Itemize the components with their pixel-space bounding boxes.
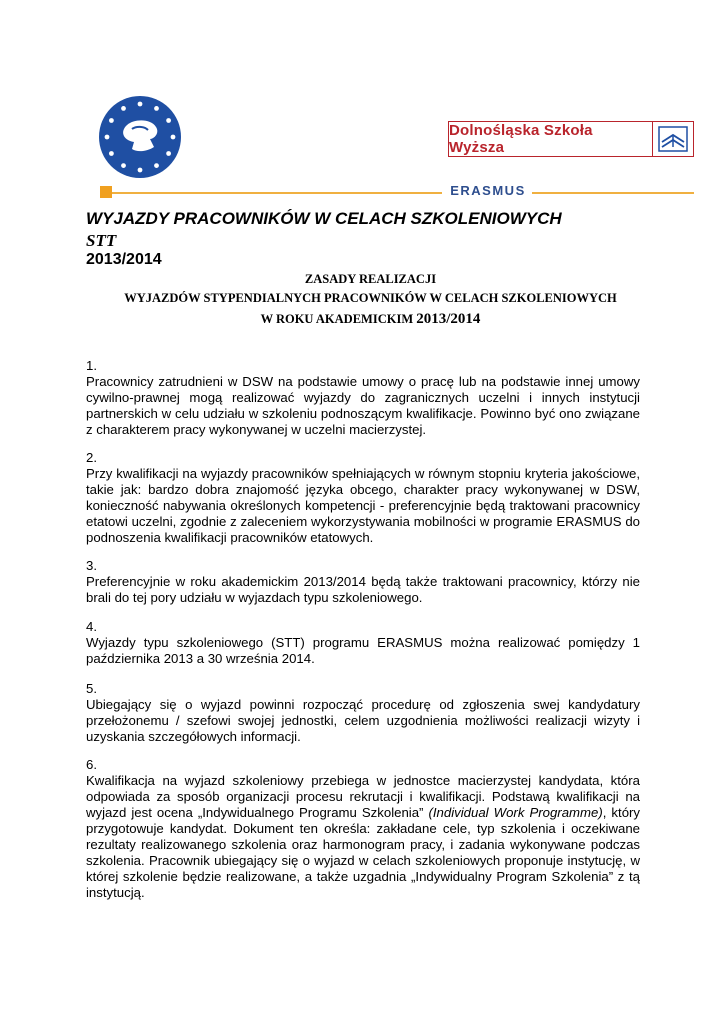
academic-year: 2013/2014: [86, 251, 162, 268]
erasmus-label: ERASMUS: [450, 183, 526, 198]
rules-heading-line1: ZASADY REALIZACJI: [304, 272, 437, 286]
section-number: 4.: [86, 619, 97, 634]
section-number: 2.: [86, 450, 97, 465]
dsw-logo-text: Dolnośląska Szkoła Wyższa: [449, 122, 653, 156]
section-text-italic: (Individual Work Programme): [428, 805, 603, 820]
section-text-part-a: Kwalifikacja na wyjazd szkoleniowy przebiega w jednostce macierzystej kandydata, która odpowiada za sposób organizacji procesu rekrutacji i kwalifikacji. Podstawą kwalifikacji na wyjazd jest ocena „Indywidualnego Programu Szkolenia”: [86, 773, 640, 820]
erasmus-divider: [100, 185, 694, 199]
section-number: 6.: [86, 757, 97, 772]
section-text: Preferencyjnie w roku akademickim 2013/2014 będą także traktowani pracownicy, którzy nie brali do tej pory udziału w wyjazdach typu szkoleniowego.: [86, 574, 640, 605]
rules-heading-line3: [8, 311, 725, 328]
section-text: Pracownicy zatrudnieni w DSW na podstawie umowy o pracę lub na podstawie innej umowy cywilno-prawnej mogą realizować wyjazdy do zagranicznych uczelni i innych instytucji partnerskich w celu udziału w szkoleniu podnoszącym kwalifikacje. Powinno być ono związane z charakterem pracy wykonywanej w uczelni macierzystej.: [86, 374, 640, 437]
erasmus-square: [100, 186, 112, 198]
section-number: 5.: [86, 681, 97, 696]
rules-line3-year: 2013/2014: [416, 311, 481, 327]
section-4: [86, 619, 640, 667]
dsw-book-icon: [653, 122, 693, 156]
section-1: [86, 358, 640, 438]
rules-line3-prefix: W ROKU AKADEMICKIM: [260, 312, 417, 326]
divider-line-right: [532, 192, 694, 194]
section-text: Ubiegający się o wyjazd powinni rozpocząć procedurę od zgłoszenia swej kandydatury przełożonemu / szefowi swojej jednostki, celem uzgodnienia możliwości realizacji wizyty i uzyskania szczegółowych informacji.: [86, 697, 640, 744]
section-text: [86, 773, 640, 901]
section-number: 1.: [86, 358, 97, 373]
eu-erasmus-logo: [98, 95, 182, 179]
section-3: [86, 558, 640, 606]
divider-line-left: [112, 192, 442, 194]
section-6: [86, 757, 640, 901]
dsw-logo: [448, 121, 694, 157]
document-title: WYJAZDY PRACOWNIKÓW W CELACH SZKOLENIOWYCH: [86, 209, 562, 228]
section-text: Wyjazdy typu szkoleniowego (STT) programu ERASMUS można realizować pomiędzy 1 października 2013 a 30 września 2014.: [86, 635, 640, 666]
section-text: Przy kwalifikacji na wyjazdy pracowników spełniających w równym stopniu kryteria jakościowe, takie jak: bardzo dobra znajomość języka obcego, charakter pracy wykonywanej w DSW, konieczność nabywania określonych kompetencji - preferencyjnie będą traktowani pracownicy etatowi uczelni, zgodnie z zaleceniem wykorzystywania mobilności w programie ERASMUS do podnoszenia kwalifikacji pracowników etatowych.: [86, 466, 640, 545]
stt-label: STT: [86, 231, 117, 250]
section-text-part-b: , który przygotowuje kandydat. Dokument ten określa: zakładane cele, typ szkolenia i oczekiwane rezultaty realizowanego szkolenia oraz harmonogram pracy, i zadania wykonywane podczas szkolenia. Pracownik ubiegający się o wyjazd w celach szkoleniowych proponuje instytucję, w której szkolenie będzie realizowane, a także uzgadnia „Indywidualny Program Szkolenia” z tą instytucją.: [86, 805, 641, 900]
section-number: 3.: [86, 558, 97, 573]
section-5: [86, 681, 640, 745]
rules-heading-line2: WYJAZDÓW STYPENDIALNYCH PRACOWNIKÓW W CELACH SZKOLENIOWYCH: [124, 291, 617, 305]
section-2: [86, 450, 640, 546]
